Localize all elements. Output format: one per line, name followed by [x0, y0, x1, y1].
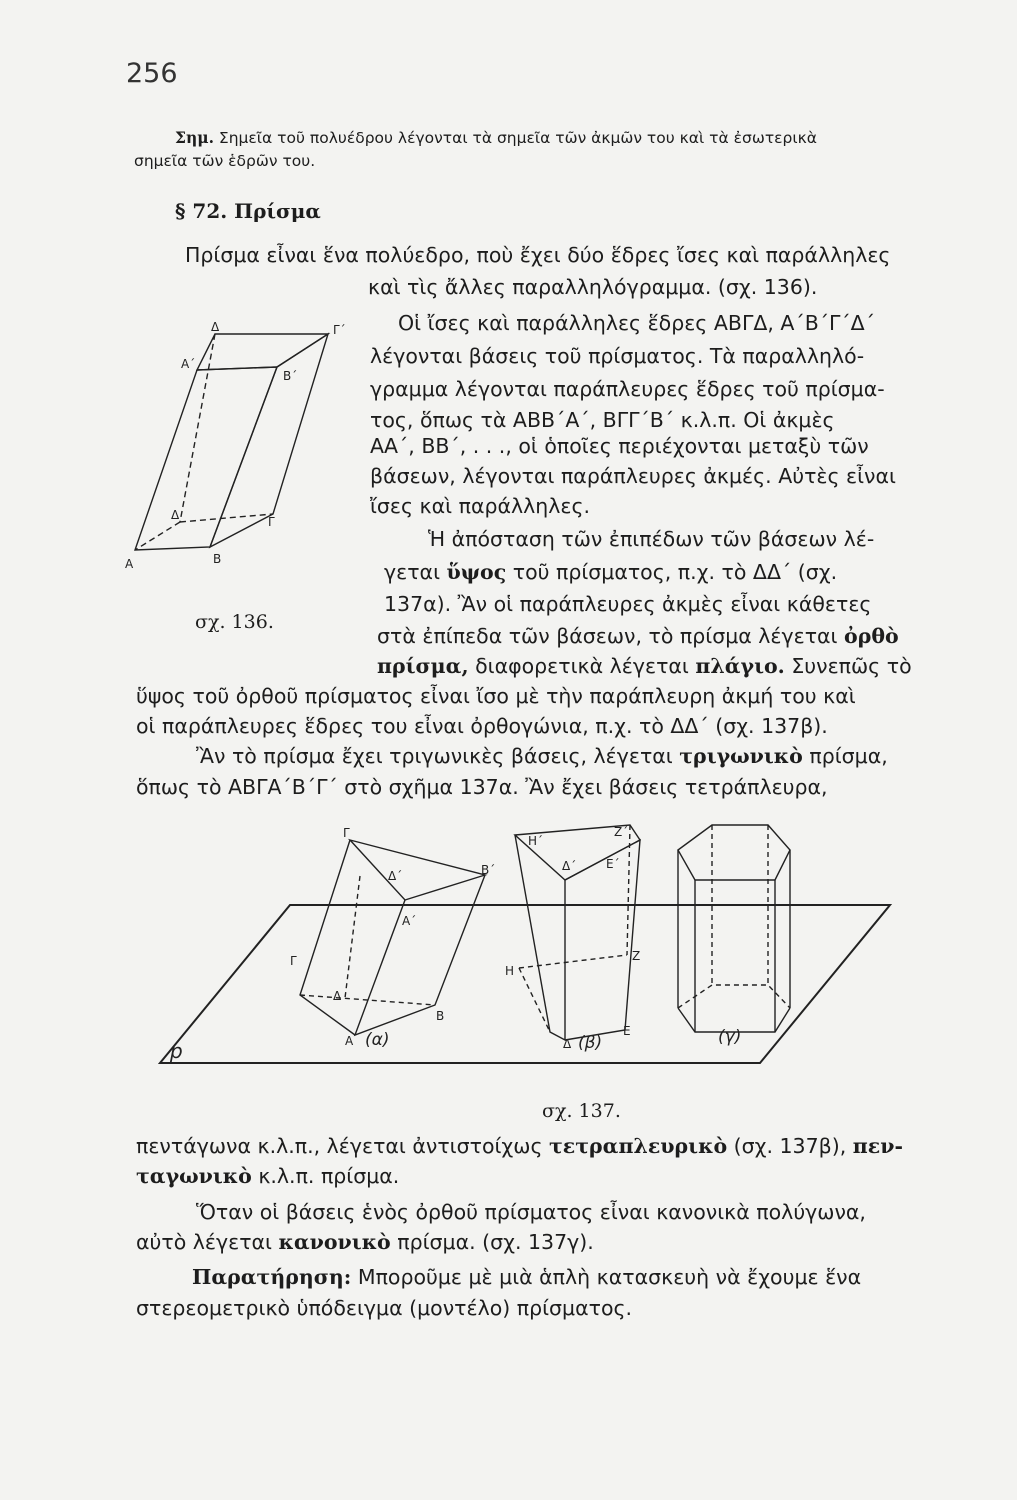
page-number: 256 [126, 58, 178, 89]
para1-line-5: γραμμα λέγονται παράπλευρες ἕδρες τοῦ πρίσμα- [370, 377, 885, 401]
para2-line-5-b: διαφορετικὰ λέγεται [468, 654, 696, 678]
fig137c-caption-label: (γ) [718, 1027, 742, 1047]
term-right: ὀρθὸ [844, 624, 899, 648]
para3-line-4-c: πρίσμα. (σχ. 137γ). [390, 1230, 594, 1254]
fig136-label-G: Γ [268, 515, 275, 529]
fig137a-label-D1: Δ΄ [388, 869, 403, 883]
fig137a-label-G-lower: Γ [290, 954, 297, 968]
para2-line-5-d: Συνεπῶς τὸ [784, 654, 912, 678]
para3-line-1 [136, 1131, 903, 1161]
fig137-plane [160, 905, 890, 1063]
fig136-label-B: Β [213, 552, 222, 566]
term-height: ὕψος [446, 560, 507, 584]
para1-line-8: βάσεων, λέγονται παράπλευρες ἀκμές. Αὐτὲς εἶναι [370, 464, 896, 488]
para2-line-2-a: γεται [384, 560, 447, 584]
para2-line-7: οἱ παράπλευρες ἕδρες του εἶναι ὀρθογώνια, π.χ. τὸ ΔΔ΄ (σχ. 137β). [136, 714, 828, 738]
para2-line-9: ὅπως τὸ ΑΒΓΑ΄Β΄Γ΄ στὸ σχῆμα 137α. Ἂν ἔχει βάσεις τετράπλευρα, [136, 775, 828, 799]
term-triangular: τριγωνικὸ [679, 744, 803, 768]
para3-line-4 [136, 1227, 594, 1257]
para2-line-4-a: στὰ ἐπίπεδα τῶν βάσεων, τὸ πρίσμα λέγεται [377, 624, 845, 648]
term-quadrilateral: τετραπλευρικὸ [549, 1134, 728, 1158]
fig136-caption: σχ. 136. [195, 611, 274, 633]
fig137b-label-D: Δ [563, 1037, 572, 1051]
para3-line-2 [136, 1161, 399, 1191]
fig136-label-G1: Γ΄ [333, 323, 346, 337]
para3-line-1-a: πεντάγωνα κ.λ.π., λέγεται ἀντιστοίχως [136, 1134, 549, 1158]
term-oblique: πλάγιο. [695, 654, 785, 678]
term-prism: πρίσμα, [377, 654, 469, 678]
fig137a-label-D: Δ [333, 989, 342, 1003]
fig137b-label-Z1: Ζ΄ [614, 825, 629, 839]
para3-line-6: στερεομετρικὸ ὑπόδειγμα (μοντέλο) πρίσματος. [136, 1296, 633, 1320]
para1-line-6: τος, ὅπως τὰ ΑΒΒ΄Α΄, ΒΓΓ΄Β΄ κ.λ.π. Οἱ ἀκμὲς [370, 408, 835, 432]
para3-line-5-b: Μποροῦμε μὲ μιὰ ἁπλὴ κατασκευὴ νὰ ἔχουμε ἕνα [351, 1265, 862, 1289]
fig136-label-D: Δ [171, 508, 180, 522]
para2-line-6: ὕψος τοῦ ὀρθοῦ πρίσματος εἶναι ἴσο μὲ τὴν παράπλευρη ἀκμή του καὶ [136, 684, 856, 708]
fig137b-label-Z: Ζ [632, 949, 641, 963]
para1-line-4: λέγονται βάσεις τοῦ πρίσματος. Τὰ παραλληλό- [370, 344, 865, 368]
para2-line-8-a: Ἂν τὸ πρίσμα ἔχει τριγωνικὲς βάσεις, λέγεται [196, 744, 680, 768]
fig137-prism-b [515, 825, 640, 1040]
fig136-label-A1: Α΄ [181, 357, 196, 371]
para1-line-3: Οἱ ἴσες καὶ παράλληλες ἕδρες ΑΒΓΔ, Α΄Β΄Γ΄Δ΄ [398, 311, 875, 335]
para1-line-7: ΑΑ΄, ΒΒ΄, . . ., οἱ ὁποῖες περιέχονται μεταξὺ τῶν [370, 434, 869, 458]
fig137a-label-B: Β [436, 1009, 445, 1023]
fig137b-label-H: Η [505, 964, 515, 978]
fig137b-label-E1: Ε΄ [606, 857, 620, 871]
fig137-plane-label: p [170, 1039, 183, 1063]
term-pentagonal-start: πεν- [852, 1134, 903, 1158]
note-line-2: σημεῖα τῶν ἑδρῶν του. [134, 152, 316, 170]
note-text-1: Σημεῖα τοῦ πολυέδρου λέγονται τὰ σημεῖα τῶν ἀκμῶν του καὶ τὰ ἐσωτερικὰ [218, 129, 817, 147]
para2-line-8-c: πρίσμα, [802, 744, 888, 768]
para2-line-2-c: τοῦ πρίσματος, π.χ. τὸ ΔΔ΄ (σχ. [506, 560, 838, 584]
fig136-label-A: Α [125, 557, 134, 571]
fig137b-label-D1: Δ΄ [562, 859, 577, 873]
para1-line-9: ἴσες καὶ παράλληλες. [370, 494, 591, 518]
fig137a-caption-label: (α) [365, 1030, 390, 1050]
para2-line-3: 137α). Ἂν οἱ παράπλευρες ἀκμὲς εἶναι κάθετες [384, 592, 872, 616]
fig137-caption: σχ. 137. [542, 1100, 621, 1122]
note-label: Σημ. [175, 128, 214, 147]
para3-line-3: Ὅταν οἱ βάσεις ἑνὸς ὀρθοῦ πρίσματος εἶναι κανονικὰ πολύγωνα, [196, 1200, 866, 1224]
fig136-label-D1: Δ [211, 320, 220, 334]
para3-line-4-a: αὐτὸ λέγεται [136, 1230, 279, 1254]
para3-line-5 [192, 1262, 861, 1292]
para2-line-1: Ἡ ἀπόσταση τῶν ἐπιπέδων τῶν βάσεων λέ- [428, 527, 875, 551]
fig136-label-B1: Β΄ [283, 369, 298, 383]
para1-line-2: καὶ τὶς ἄλλες παραλληλόγραμμα. (σχ. 136). [368, 275, 818, 299]
fig137-prism-c [678, 825, 790, 1032]
fig137a-label-B1: Β΄ [481, 863, 496, 877]
fig137a-label-A: Α [345, 1034, 354, 1048]
fig137b-caption-label: (β) [578, 1033, 603, 1053]
para1-line-1: Πρίσμα εἶναι ἕνα πολύεδρο, ποὺ ἔχει δύο ἕδρες ἴσες καὶ παράλληλες [185, 243, 891, 267]
fig137a-label-A1: Α΄ [402, 914, 417, 928]
remark-label: Παρατήρηση: [192, 1265, 352, 1289]
term-pentagonal-end: ταγωνικὸ [136, 1164, 252, 1188]
fig137b-label-H1: Η΄ [528, 834, 544, 848]
fig137b-label-E: Ε [623, 1024, 631, 1038]
para3-line-2-b: κ.λ.π. πρίσμα. [251, 1164, 400, 1188]
para3-line-1-c: (σχ. 137β), [727, 1134, 853, 1158]
section-title: § 72. Πρίσμα [175, 199, 321, 223]
term-regular: κανονικὸ [278, 1230, 391, 1254]
fig137a-label-G: Γ [343, 826, 350, 840]
